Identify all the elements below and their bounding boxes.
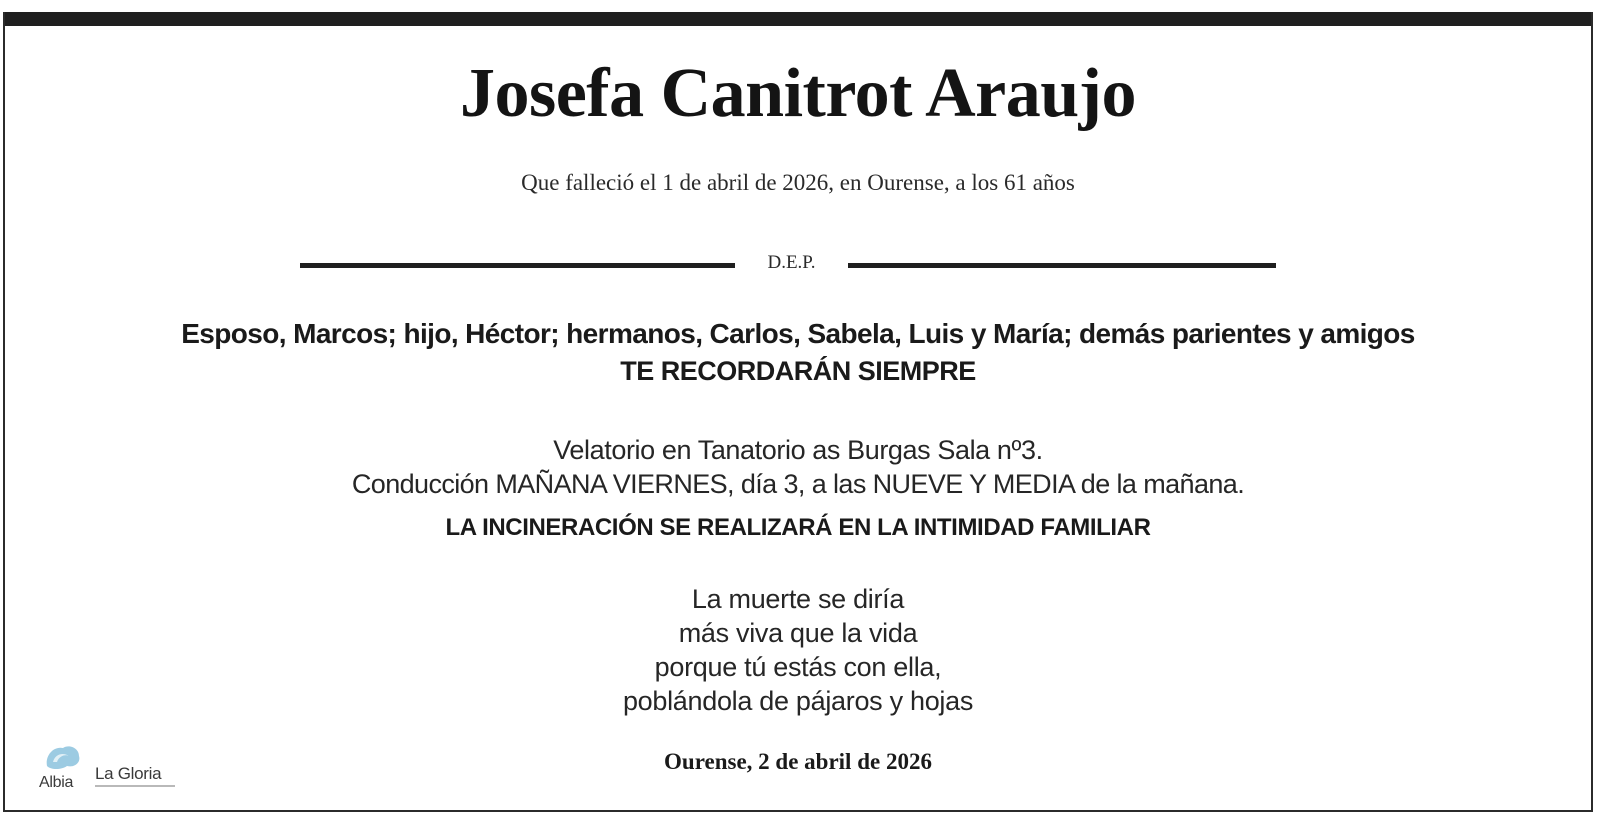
procession-info: Conducción MAÑANA VIERNES, día 3, a las NUEVE Y MEDIA de la mañana. [351,469,1245,499]
poem-line: más viva que la vida [678,618,918,648]
cremation-info: LA INCINERACIÓN SE REALIZARÁ EN LA INTIMIDAD FAMILIAR [445,514,1151,541]
obituary-notice [3,12,1593,812]
poem-line: poblándola de pájaros y hojas [622,686,974,716]
divider-line-right [848,263,1276,268]
family-list: Esposo, Marcos; hijo, Héctor; hermanos, Carlos, Sabela, Luis y María; demás parientes y amigos [181,318,1415,349]
funeral-home-logo [39,734,179,804]
divider-line-left [300,263,735,268]
dep-label: D.E.P. [767,252,816,273]
wake-info: Velatorio en Tanatorio as Burgas Sala nº3. [553,435,1043,465]
top-border-bar [5,12,1591,26]
deceased-name: Josefa Canitrot Araujo [460,55,1136,132]
place-and-date: Ourense, 2 de abril de 2026 [664,749,932,774]
albia-logo-icon [43,740,83,770]
death-details: Que falleció el 1 de abril de 2026, en Ourense, a los 61 años [521,170,1075,195]
logo-home-text: La Gloria [95,764,162,783]
poem-line: La muerte se diría [691,584,905,614]
poem [5,582,1591,718]
poem-line: porque tú estás con ella, [654,652,942,682]
logo-brand-text: Albia [39,774,74,791]
dep-divider [300,250,1276,280]
logo-tagline-mark [95,785,175,787]
remembrance-line: TE RECORDARÁN SIEMPRE [620,356,976,386]
